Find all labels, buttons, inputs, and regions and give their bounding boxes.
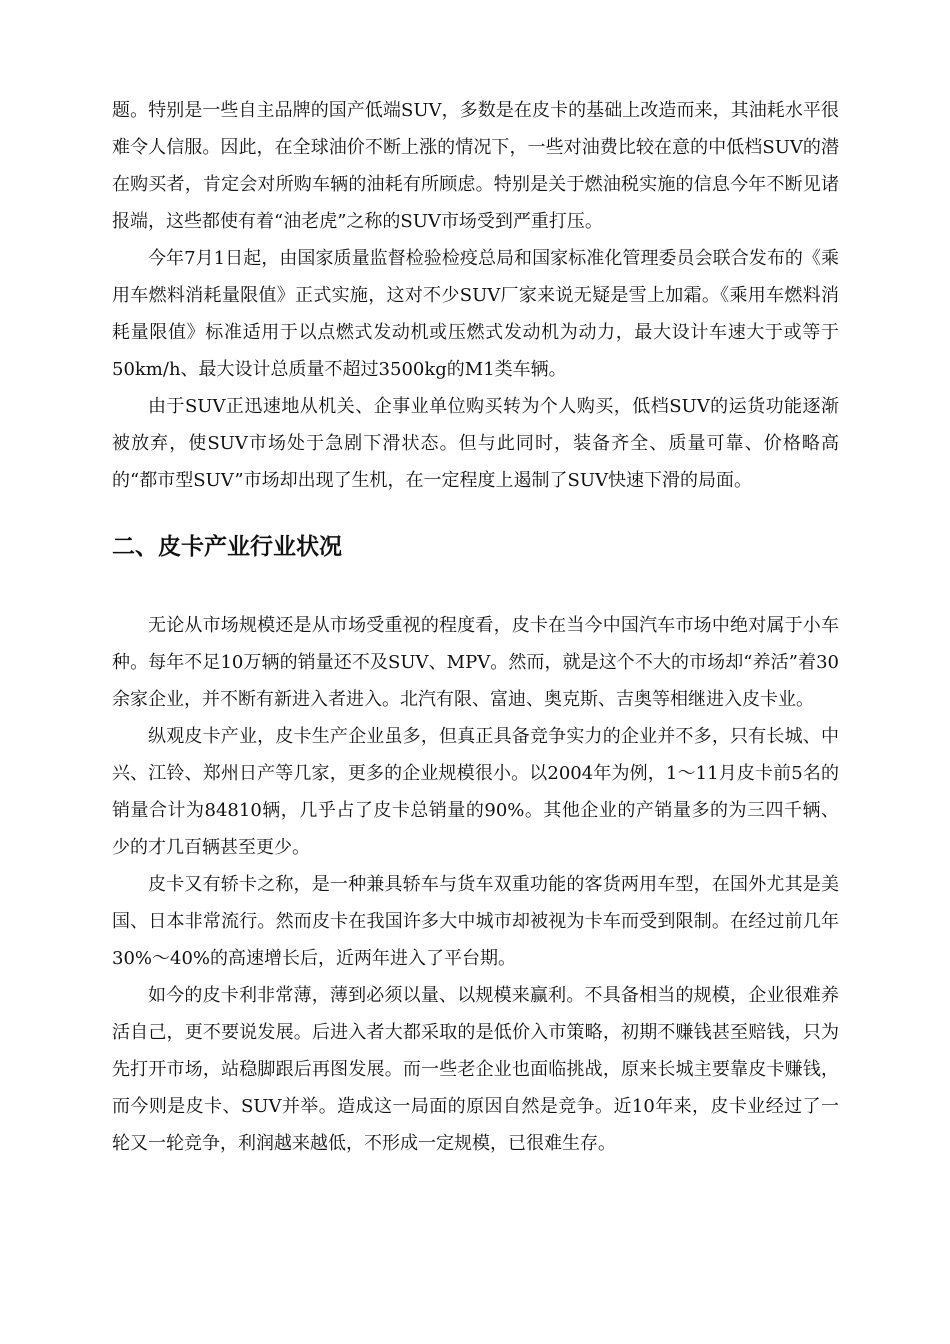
paragraph-continuation: 题。特别是一些自主品牌的国产低端SUV，多数是在皮卡的基础上改造而来，其油耗水平很难令人信服。因此，在全球油价不断上涨的情况下，一些对油费比较在意的中低档SUV的潜在购买者，肯定会对所购车辆的油耗有所顾虑。特别是关于燃油税实施的信息今年不断见诸报端，这些都使有着“油老虎”之称的SUV市场受到严重打压。 <box>112 100 839 232</box>
paragraph-market-scale: 无论从市场规模还是从市场受重视的程度看，皮卡在当今中国汽车市场中绝对属于小车种。每年不足10万辆的销量还不及SUV、MPV。然而，就是这个不大的市场却“养活”着30余家企业，并不断有新进入者进入。北汽有限、富迪、奥克斯、吉奥等相继进入皮卡业。 <box>112 615 839 710</box>
paragraph-fuel-standard: 今年7月1日起，由国家质量监督检验检疫总局和国家标准化管理委员会联合发布的《乘用车燃料消耗量限值》正式实施，这对不少SUV厂家来说无疑是雪上加霜。《乘用车燃料消耗量限值》标准适用于以点燃式发动机或压燃式发动机为动力，最大设计车速大于或等于50km/h、最大设计总质量不超过3500kg的M1类车辆。 <box>112 248 839 380</box>
paragraph-pickup-definition: 皮卡又有轿卡之称，是一种兼具轿车与货车双重功能的客货两用车型，在国外尤其是美国、日本非常流行。然而皮卡在我国许多大中城市却被视为卡车而受到限制。在经过前几年30%～40%的高速增长后，近两年进入了平台期。 <box>112 874 839 969</box>
section-body <box>112 607 839 1162</box>
paragraph-profit-competition: 如今的皮卡利非常薄，薄到必须以量、以规模来赢利。不具备相当的规模，企业很难养活自己，更不要说发展。后进入者大都采取的是低价入市策略，初期不赚钱甚至赔钱，只为先打开市场，站稳脚跟后再图发展。而一些老企业也面临挑战，原来长城主要靠皮卡赚钱，而今则是皮卡、SUV并举。造成这一局面的原因自然是竞争。近10年来，皮卡业经过了一轮又一轮竞争，利润越来越低，不形成一定规模，已很难生存。 <box>112 985 839 1154</box>
section-heading: 二、皮卡产业行业状况 <box>112 534 342 560</box>
document-page <box>112 92 839 1162</box>
paragraph-suv-market: 由于SUV正迅速地从机关、企事业单位购买转为个人购买，低档SUV的运货功能逐渐被放弃，使SUV市场处于急剧下滑状态。但与此同时，装备齐全、质量可靠、价格略高的“都市型SUV”市场却出现了生机，在一定程度上遏制了SUV快速下滑的局面。 <box>112 396 839 491</box>
paragraph-industry-overview: 纵观皮卡产业，皮卡生产企业虽多，但真正具备竞争实力的企业并不多，只有长城、中兴、江铃、郑州日产等几家，更多的企业规模很小。以2004年为例，1～11月皮卡前5名的销量合计为84810辆，几乎占了皮卡总销量的90%。其他企业的产销量多的为三四千辆、少的才几百辆甚至更少。 <box>112 726 839 858</box>
